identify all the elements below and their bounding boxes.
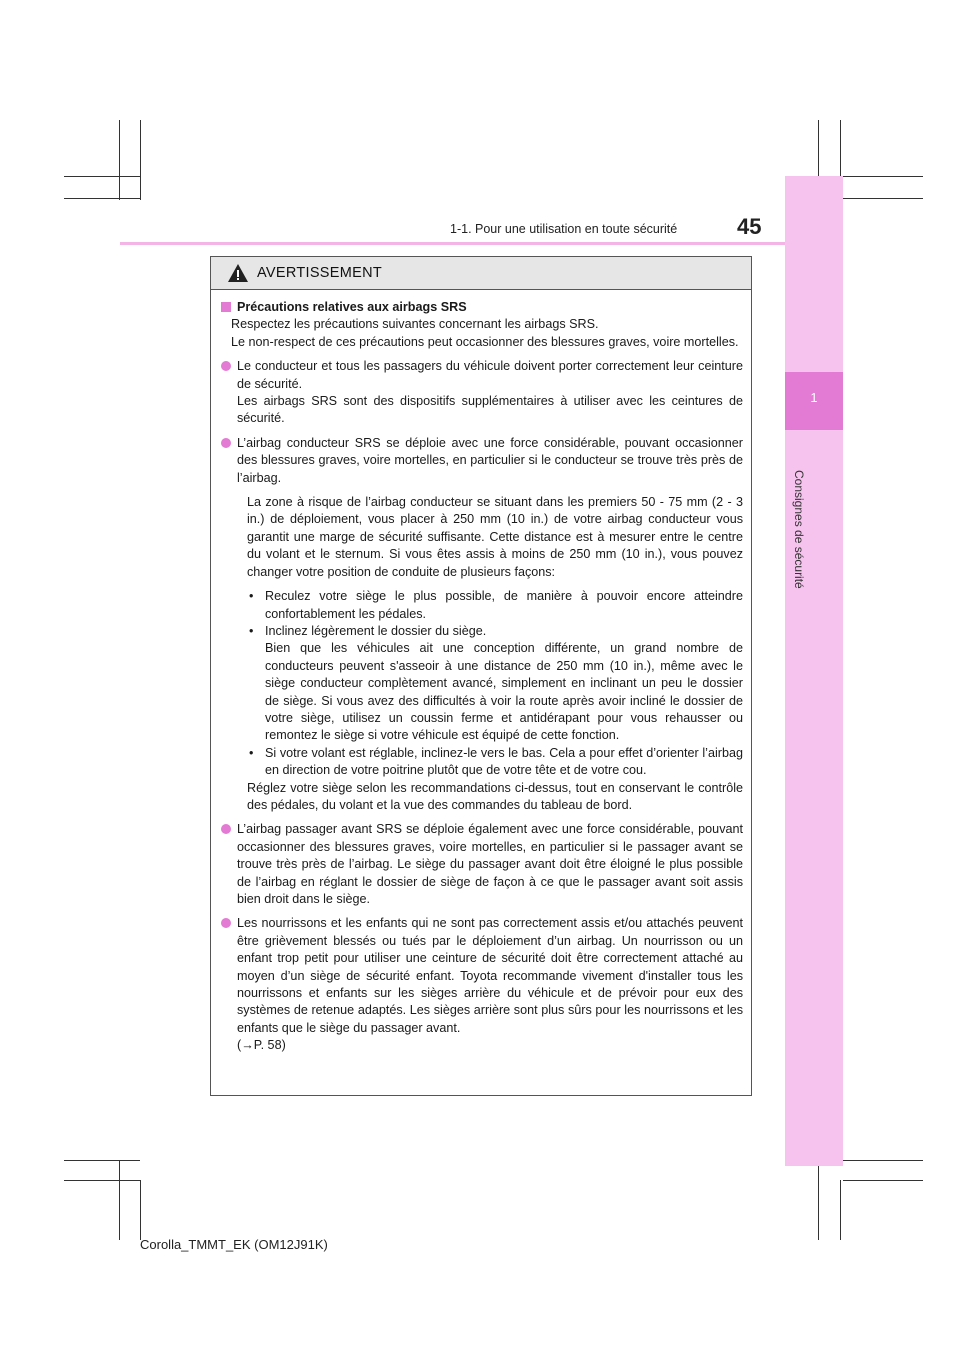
warning-content bbox=[211, 290, 751, 1055]
warning-title: AVERTISSEMENT bbox=[257, 265, 383, 281]
chapter-label: Consignes de sécurité bbox=[792, 470, 806, 589]
warning-header bbox=[211, 257, 751, 290]
list-item bbox=[221, 821, 743, 908]
pink-dot-icon bbox=[221, 438, 231, 448]
document-id: Corolla_TMMT_EK (OM12J91K) bbox=[140, 1237, 328, 1252]
page-number: 45 bbox=[737, 214, 762, 239]
section-heading-text: Précautions relatives aux airbags SRS bbox=[237, 300, 467, 314]
sub-list-item: • Reculez votre siège le plus possible, de manière à pouvoir encore atteindre confortablement les pédales. bbox=[247, 588, 743, 623]
crop-mark bbox=[64, 1160, 140, 1161]
crop-mark bbox=[64, 176, 140, 177]
sub-list-item: • Inclinez légèrement le dossier du siège. Bien que les véhicules ait une conception différente, un grand nombre de conducteurs peuvent s'asseoir à une distance de 250 mm (10 in.), même avec le siège conducteur complètement avancé, simplement en inclinant un peu le dossier de siège. Si vous avez des difficultés à voir la route après avoir incliné le dossier de votre siège, utilisez un coussin ferme et antidérapant pour vous rehausser ou remontez le siège si votre véhicule est équipé de cette fonction. bbox=[247, 623, 743, 745]
sub-text: Inclinez légèrement le dossier du siège. bbox=[265, 623, 487, 638]
crop-mark bbox=[119, 120, 120, 200]
bullet-text: La zone à risque de l’airbag conducteur se situant dans les premiers 50 - 75 mm (2 - 3 in.) de déploiement, vous placer à 250 mm (10 in.) de votre airbag conducteur vous garantit une marge de sécurité suffisante. Cette distance est à mesurer entre le centre du volant et le sternum. Si vous êtes assis à moins de 250 mm (10 in.), vous pouvez changer votre position de conduite de plusieurs façons: bbox=[247, 495, 743, 579]
crop-mark bbox=[840, 1180, 841, 1240]
chapter-number: 1 bbox=[810, 390, 818, 405]
sub-list-item: • Si votre volant est réglable, inclinez-le vers le bas. Cela a pour effet d’orienter l’airbag en direction de votre poitrine plutôt que de votre tête et de votre cou. bbox=[247, 745, 743, 780]
pink-square-icon bbox=[221, 302, 231, 312]
crop-mark bbox=[843, 198, 923, 199]
crop-mark bbox=[64, 198, 140, 199]
bullet-text: Les nourrissons et les enfants qui ne sont pas correctement assis et/ou attachés peuvent être grièvement blessés ou tués par le déploiement d’un airbag. Un nourrisson ou un enfant trop petit pour utiliser une ceinture de sécurité doit être correctement attaché au moyen d’un siège de sécurité enfant. Toyota recommande vivement d'installer tous les nourrissons et enfants sur les sièges arrière du véhicule et de prévoir pour eux des systèmes de retenue adaptés. Les sièges arrière sont plus sûrs pour les nourrissons et les enfants que le siège du passager avant. bbox=[237, 916, 743, 1035]
chapter-side-tab bbox=[785, 176, 843, 1166]
sub-text: Reculez votre siège le plus possible, de manière à pouvoir encore atteindre confortablement les pédales. bbox=[265, 589, 743, 621]
running-header: 1-1. Pour une utilisation en toute sécurité bbox=[450, 222, 678, 236]
bullet-text: L’airbag conducteur SRS se déploie avec une force considérable, pouvant occasionner des blessures graves, voire mortelles, en particulier si le conducteur se trouve très près de l’airbag. bbox=[237, 435, 743, 485]
crop-mark bbox=[119, 1160, 120, 1240]
bullet-text: Les airbags SRS sont des dispositifs supplémentaires à utiliser avec les ceintures de sécurité. bbox=[237, 394, 743, 426]
section-heading bbox=[221, 299, 743, 316]
list-item bbox=[221, 915, 743, 1054]
warning-triangle-icon bbox=[227, 263, 249, 283]
list-item bbox=[221, 358, 743, 428]
crop-mark bbox=[843, 1160, 923, 1161]
warning-box bbox=[210, 256, 752, 1096]
crop-mark bbox=[843, 1180, 923, 1181]
crop-mark bbox=[843, 176, 923, 177]
list-item bbox=[221, 435, 743, 487]
bullet-text: Le conducteur et tous les passagers du véhicule doivent porter correctement leur ceinture de sécurité. bbox=[237, 359, 743, 391]
header-rule bbox=[120, 242, 785, 245]
sub-text: Bien que les véhicules ait une conception différente, un grand nombre de conducteurs peuvent s'asseoir à une distance de 250 mm (10 in.), même avec le siège conducteur complètement avancé, simplement en inclinant un peu le dossier de siège. Si vous avez des difficultés à voir la route après avoir incliné le dossier de votre siège, utilisez un coussin ferme et antidérapant pour vous rehausser ou remontez le siège si votre véhicule est équipé de cette fonction. bbox=[265, 641, 743, 743]
pink-dot-icon bbox=[221, 361, 231, 371]
bullet-text: Réglez votre siège selon les recommandations ci-dessus, tout en conservant le contrôle des pédales, du volant et la vue des commandes du tableau de bord. bbox=[247, 780, 743, 812]
pink-dot-icon bbox=[221, 824, 231, 834]
crop-mark bbox=[140, 1180, 141, 1240]
intro-paragraph: Respectez les précautions suivantes concernant les airbags SRS. bbox=[231, 317, 599, 332]
crop-mark bbox=[818, 1160, 819, 1240]
crop-mark bbox=[140, 120, 141, 200]
crop-mark bbox=[64, 1180, 140, 1181]
page-reference[interactable]: (→P. 58) bbox=[237, 1038, 286, 1053]
pink-dot-icon bbox=[221, 918, 231, 928]
intro-paragraph: Le non-respect de ces précautions peut occasionner des blessures graves, voire mortelles. bbox=[231, 334, 739, 349]
bullet-text: L’airbag passager avant SRS se déploie également avec une force considérable, pouvant occasionner des blessures graves, voire mortelles, en particulier si le passager avant se trouve très près de l’airbag. Le siège du passager avant doit être éloigné le plus possible de l’airbag en réglant le dossier de siège de façon à ce que le passager avant soit assis bien droit dans le siège. bbox=[237, 822, 743, 906]
sub-text: Si votre volant est réglable, inclinez-le vers le bas. Cela a pour effet d’orienter l’airbag en direction de votre poitrine plutôt que de votre tête et de votre cou. bbox=[265, 745, 743, 778]
